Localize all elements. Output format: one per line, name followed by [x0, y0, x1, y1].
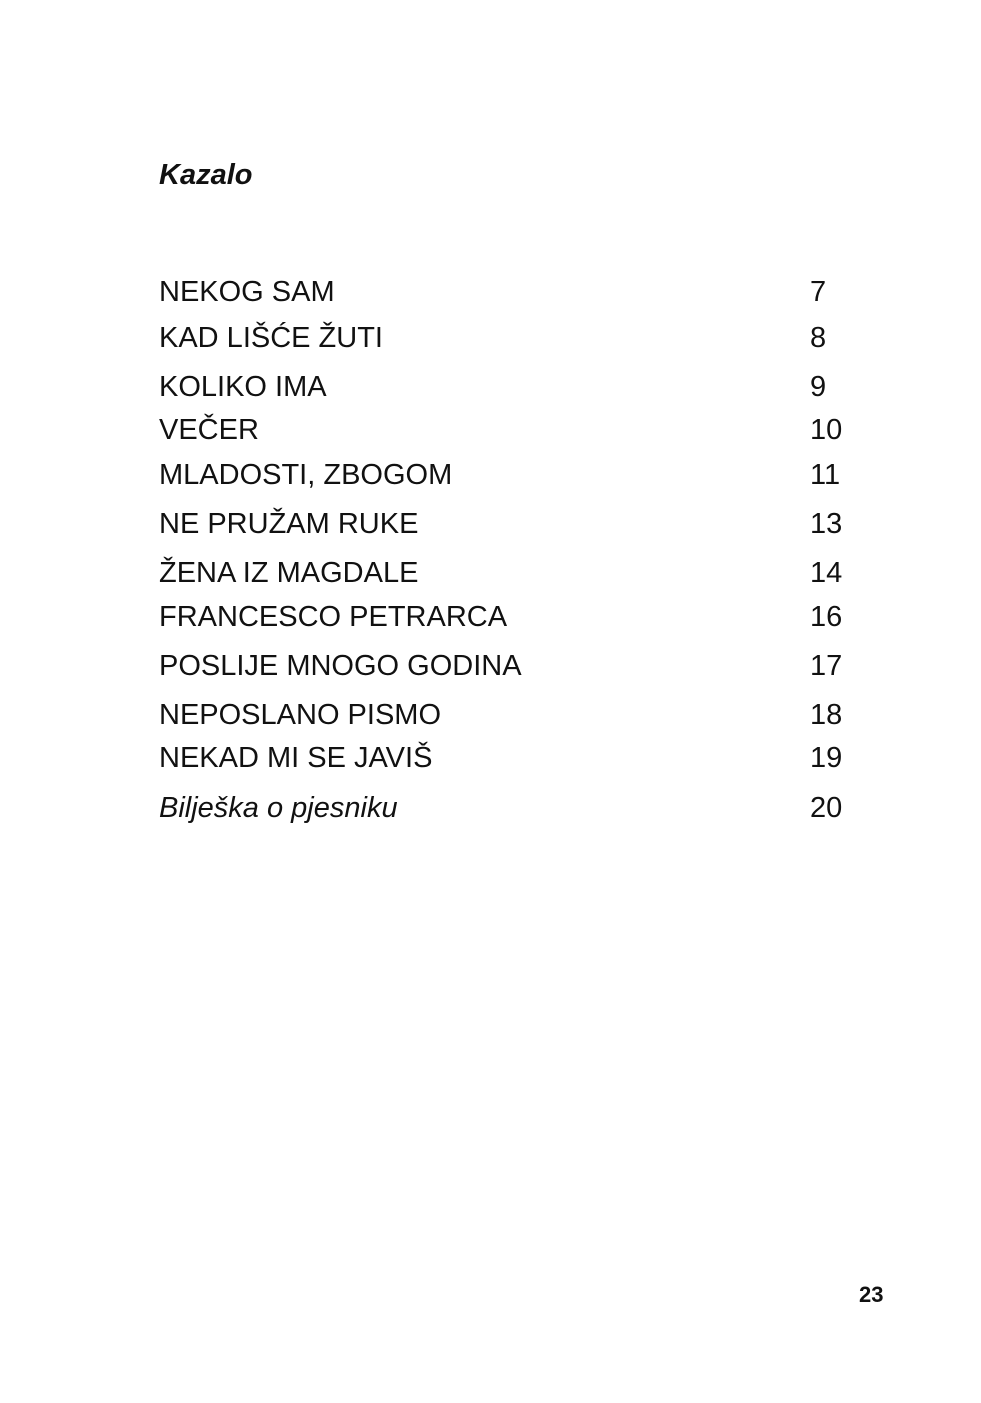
- toc-entry-page: 11: [810, 459, 841, 491]
- toc-entry-vecer: [159, 412, 859, 448]
- toc-entry-francesco-petrarca: [159, 599, 859, 635]
- page-number: 23: [859, 1282, 884, 1307]
- toc-entry-page: 13: [810, 508, 843, 540]
- toc-entry-page: 19: [810, 742, 843, 774]
- toc-entry-page: 9: [810, 371, 827, 403]
- toc-entry-page: 20: [810, 792, 843, 824]
- page-title: Kazalo: [159, 159, 253, 191]
- toc-entry-page: 8: [810, 322, 827, 354]
- toc-entry-title: NEKOG SAM: [159, 276, 335, 308]
- toc-entry-page: 10: [810, 414, 843, 446]
- toc-entry-kad-lisce-zuti: [159, 320, 859, 356]
- toc-entry-nekad-mi-se-javis: [159, 740, 859, 776]
- toc-entry-mladosti-zbogom: [159, 457, 859, 493]
- toc-entry-title: VEČER: [159, 414, 259, 446]
- toc-entry-koliko-ima: [159, 369, 859, 405]
- toc-entry-title: KOLIKO IMA: [159, 371, 327, 403]
- toc-entry-biljeska-o-pjesniku: [159, 790, 859, 826]
- toc-entry-page: 7: [810, 276, 827, 308]
- toc-entry-poslije-mnogo-godina: [159, 648, 859, 684]
- toc-entry-page: 18: [810, 699, 843, 731]
- toc-entry-nekog-sam: [159, 274, 859, 310]
- toc-entry-page: 14: [810, 557, 843, 589]
- toc-entry-neposlano-pismo: [159, 697, 859, 733]
- toc-entry-title: NEPOSLANO PISMO: [159, 699, 442, 731]
- toc-entry-title: Bilješka o pjesniku: [159, 792, 398, 824]
- toc-entry-zena-iz-magdale: [159, 555, 859, 591]
- toc-entry-page: 16: [810, 601, 843, 633]
- toc-entry-title: NE PRUŽAM RUKE: [159, 508, 419, 540]
- toc-entry-ne-pruzam-ruke: [159, 506, 859, 542]
- toc-entry-title: ŽENA IZ MAGDALE: [159, 557, 419, 589]
- toc-entry-title: POSLIJE MNOGO GODINA: [159, 650, 522, 682]
- toc-entry-title: KAD LIŠĆE ŽUTI: [159, 322, 383, 354]
- toc-entry-page: 17: [810, 650, 843, 682]
- toc-entry-title: NEKAD MI SE JAVIŠ: [159, 742, 433, 774]
- toc-entry-title: FRANCESCO PETRARCA: [159, 601, 508, 633]
- toc-entry-title: MLADOSTI, ZBOGOM: [159, 459, 453, 491]
